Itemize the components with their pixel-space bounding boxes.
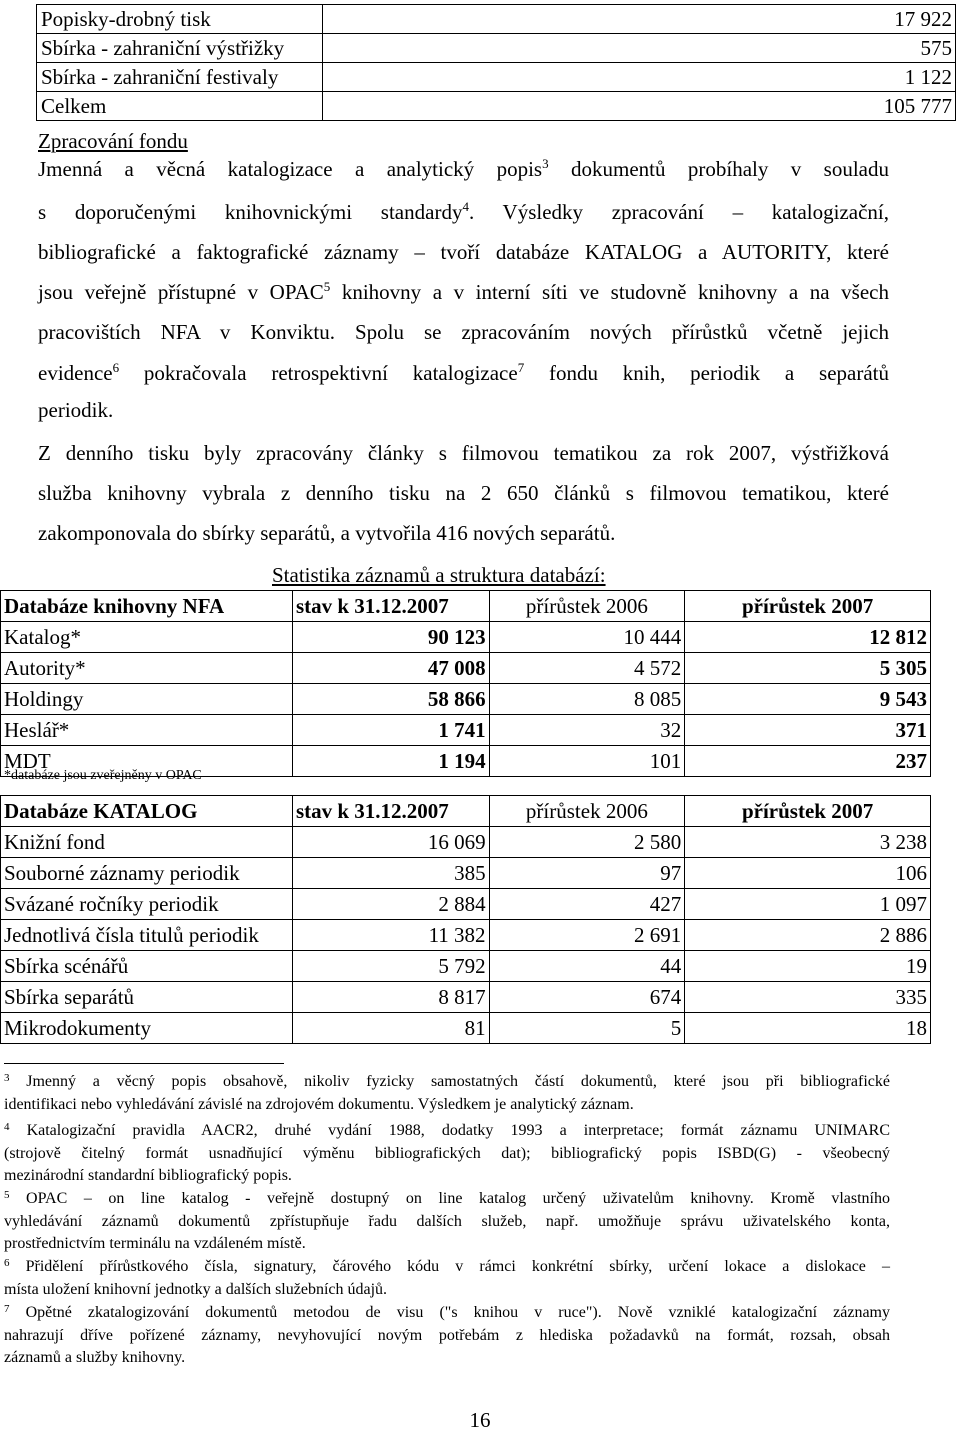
paragraph-line: periodik. [38,398,114,422]
cell-value: 674 [489,982,685,1013]
footnote-ref: 5 [323,279,331,294]
paragraph-line: s doporučenými knihovnickými standardy$^4$. Výsledky zpracování – katalogizační, [38,199,890,224]
footnote [4,1256,890,1301]
cell-value: 106 [685,858,931,889]
cell-value: 9 543 [685,684,931,715]
table-row [1,715,931,746]
row-label: Svázané ročníky periodik [1,889,293,920]
cell-value: 5 305 [685,653,931,684]
row-label: Mikrodokumenty [1,1013,293,1044]
table-row [1,982,931,1013]
cell-value: 97 [489,858,685,889]
footnote-line: prostřednictvím terminálu na vzdáleném místě. [4,1235,306,1252]
paragraph-line: Z denního tisku byly zpracovány články s filmovou tematikou za rok 2007, výstřižková [38,441,889,465]
row-label: Holdingy [1,684,293,715]
footnote-line: (strojově čitelný formát usnadňující výměnu bibliografických dat); bibliografický popis ISBD(G) - všeobecný [4,1144,890,1162]
paragraph-line: služba knihovny vybrala z denního tisku na 2 650 článků s filmovou tematikou, které [38,481,889,505]
cell-value: 8 817 [292,982,489,1013]
row-label: Heslář* [1,715,293,746]
row-label: Celkem [37,92,323,121]
footnote-line: identifikaci nebo vyhledávání závislé na zdrojovém dokumentu. Výsledkem je analytický záznam. [4,1095,634,1113]
footnote-line: $^3$ Jmenný a věcný popis obsahově, nikoliv fyzicky samostatných částí dokumentů, které jsou při bibliografické [4,1072,890,1090]
footnote-line: mezinárodní standardní bibliografický popis. [4,1167,292,1184]
cell-value: 10 444 [489,622,685,653]
cell-value: 32 [489,715,685,746]
table-row [1,622,931,653]
cell-value: 2 886 [685,920,931,951]
cell-value: 385 [292,858,489,889]
footnote [4,1120,890,1188]
cell-value: 2 691 [489,920,685,951]
cell-value: 3 238 [685,827,931,858]
footnote-number: 4 [4,1121,10,1133]
column-header: přírůstek 2007 [685,591,931,622]
footnote-line: záznamů a služby knihovny. [4,1349,186,1366]
footnote [4,1071,890,1116]
page-number: 16 [469,1408,491,1432]
row-label: Sbírka - zahraniční výstřižky [37,34,323,63]
footnote-line: $^5$ OPAC – on line katalog - veřejně dostupný on line katalog určený uživatelům knihovny. Kromě vlastního [4,1189,890,1207]
database-note: *databáze jsou zveřejněny v OPAC [4,768,202,783]
stats-title: Statistika záznamů a struktura databází: [272,563,606,587]
footnote [4,1302,890,1370]
cell-value: 1 194 [292,746,489,777]
row-value: 105 777 [323,92,956,121]
paragraph-line: evidence$^6$ pokračovala retrospektivní katalogizace$^7$ fondu knih, periodik a separátů [38,360,889,385]
paragraph-line: pracovištích NFA v Konviktu. Spolu se zpracováním nových přírůstků včetně jejich [38,320,889,344]
cell-value: 44 [489,951,685,982]
row-label: MDT [1,746,293,777]
cell-value: 90 123 [292,622,489,653]
cell-value: 81 [292,1013,489,1044]
cell-value: 371 [685,715,931,746]
collection-summary-table [36,4,956,121]
footnote-divider [4,1063,284,1064]
footnote-line: $^4$ Katalogizační pravidla AACR2, druhé vydání 1988, dodatky 1993 a interpretace; formát záznamu UNIMARC [4,1121,890,1139]
cell-value: 19 [685,951,931,982]
column-header: stav k 31.12.2007 [292,796,489,827]
katalog-database-table [0,795,931,1044]
footnote-line: $^7$ Opětné zkatalogizování dokumentů metodou de visu ("s knihou v ruce"). Nově vzniklé katalogizační záznamy [4,1303,890,1321]
cell-value: 16 069 [292,827,489,858]
footnote-number: 3 [4,1072,10,1084]
table-row [1,951,931,982]
cell-value: 101 [489,746,685,777]
row-label: Jednotlivá čísla titulů periodik [1,920,293,951]
cell-value: 1 741 [292,715,489,746]
cell-value: 335 [685,982,931,1013]
header-row [1,591,931,622]
footnote-ref: 3 [542,156,549,171]
cell-value: 18 [685,1013,931,1044]
column-header: Databáze knihovny NFA [1,591,293,622]
paragraph-line: Jmenná a věcná katalogizace a analytický popis$^3$ dokumentů probíhaly v souladu [38,156,889,181]
footnote-line: nahrazují dříve pořízené záznamy, nevyhovující novým potřebám z hlediska požadavků na formát, rozsah, obsah [4,1326,890,1344]
column-header: přírůstek 2006 [489,591,685,622]
cell-value: 2 580 [489,827,685,858]
column-header: Databáze KATALOG [1,796,293,827]
row-label: Knižní fond [1,827,293,858]
column-header: stav k 31.12.2007 [292,591,489,622]
table-row [37,92,956,121]
row-value: 17 922 [323,5,956,34]
table-row [1,1013,931,1044]
cell-value: 2 884 [292,889,489,920]
footnote-number: 7 [4,1303,10,1315]
table-row [1,653,931,684]
footnote-ref: 6 [112,360,120,375]
row-label: Katalog* [1,622,293,653]
row-label: Autority* [1,653,293,684]
footnote-number: 5 [4,1189,10,1201]
paragraph-line: bibliografické a faktografické záznamy – tvoří databáze KATALOG a AUTORITY, které [38,240,889,264]
cell-value: 1 097 [685,889,931,920]
table-row [37,5,956,34]
column-header: přírůstek 2007 [685,796,931,827]
row-label: Sbírka scénářů [1,951,293,982]
table-row [1,858,931,889]
cell-value: 8 085 [489,684,685,715]
column-header: přírůstek 2006 [489,796,685,827]
row-value: 575 [323,34,956,63]
cell-value: 11 382 [292,920,489,951]
footnote-line: místa uložení knihovní jednotky a dalších služebních údajů. [4,1280,388,1298]
paragraph-line: zakomponovala do sbírky separátů, a vytvořila 416 nových separátů. [38,521,616,545]
header-row [1,796,931,827]
cell-value: 58 866 [292,684,489,715]
footnote [4,1188,890,1256]
table-row [1,920,931,951]
footnote-number: 6 [4,1257,10,1269]
section-heading: Zpracování fondu [38,129,188,153]
table-row [37,63,956,92]
footnote-ref: 7 [517,360,525,375]
row-label: Sbírka - zahraniční festivaly [37,63,323,92]
cell-value: 5 [489,1013,685,1044]
cell-value: 237 [685,746,931,777]
table-row [1,684,931,715]
cell-value: 47 008 [292,653,489,684]
footnote-line: $^6$ Přidělení přírůstkového čísla, signatury, čárového kódu v rámci konkrétní sbírky, určení lokace a dislokace – [4,1257,890,1275]
table-row [1,827,931,858]
cell-value: 4 572 [489,653,685,684]
footnote-line: vyhledávání záznamů dokumentů zpřístupňuje řadu dalších služeb, např. umožňuje správu uživatelského konta, [4,1212,890,1230]
nfa-database-table [0,590,931,777]
paragraph-line: jsou veřejně přístupné v OPAC$^5$ knihovny a v interní síti ve studovně knihovny a na všech [38,279,889,304]
table-row [37,34,956,63]
table-row [1,889,931,920]
row-value: 1 122 [323,63,956,92]
cell-value: 5 792 [292,951,489,982]
cell-value: 427 [489,889,685,920]
row-label: Popisky-drobný tisk [37,5,323,34]
row-label: Sbírka separátů [1,982,293,1013]
footnote-ref: 4 [462,199,469,214]
cell-value: 12 812 [685,622,931,653]
row-label: Souborné záznamy periodik [1,858,293,889]
